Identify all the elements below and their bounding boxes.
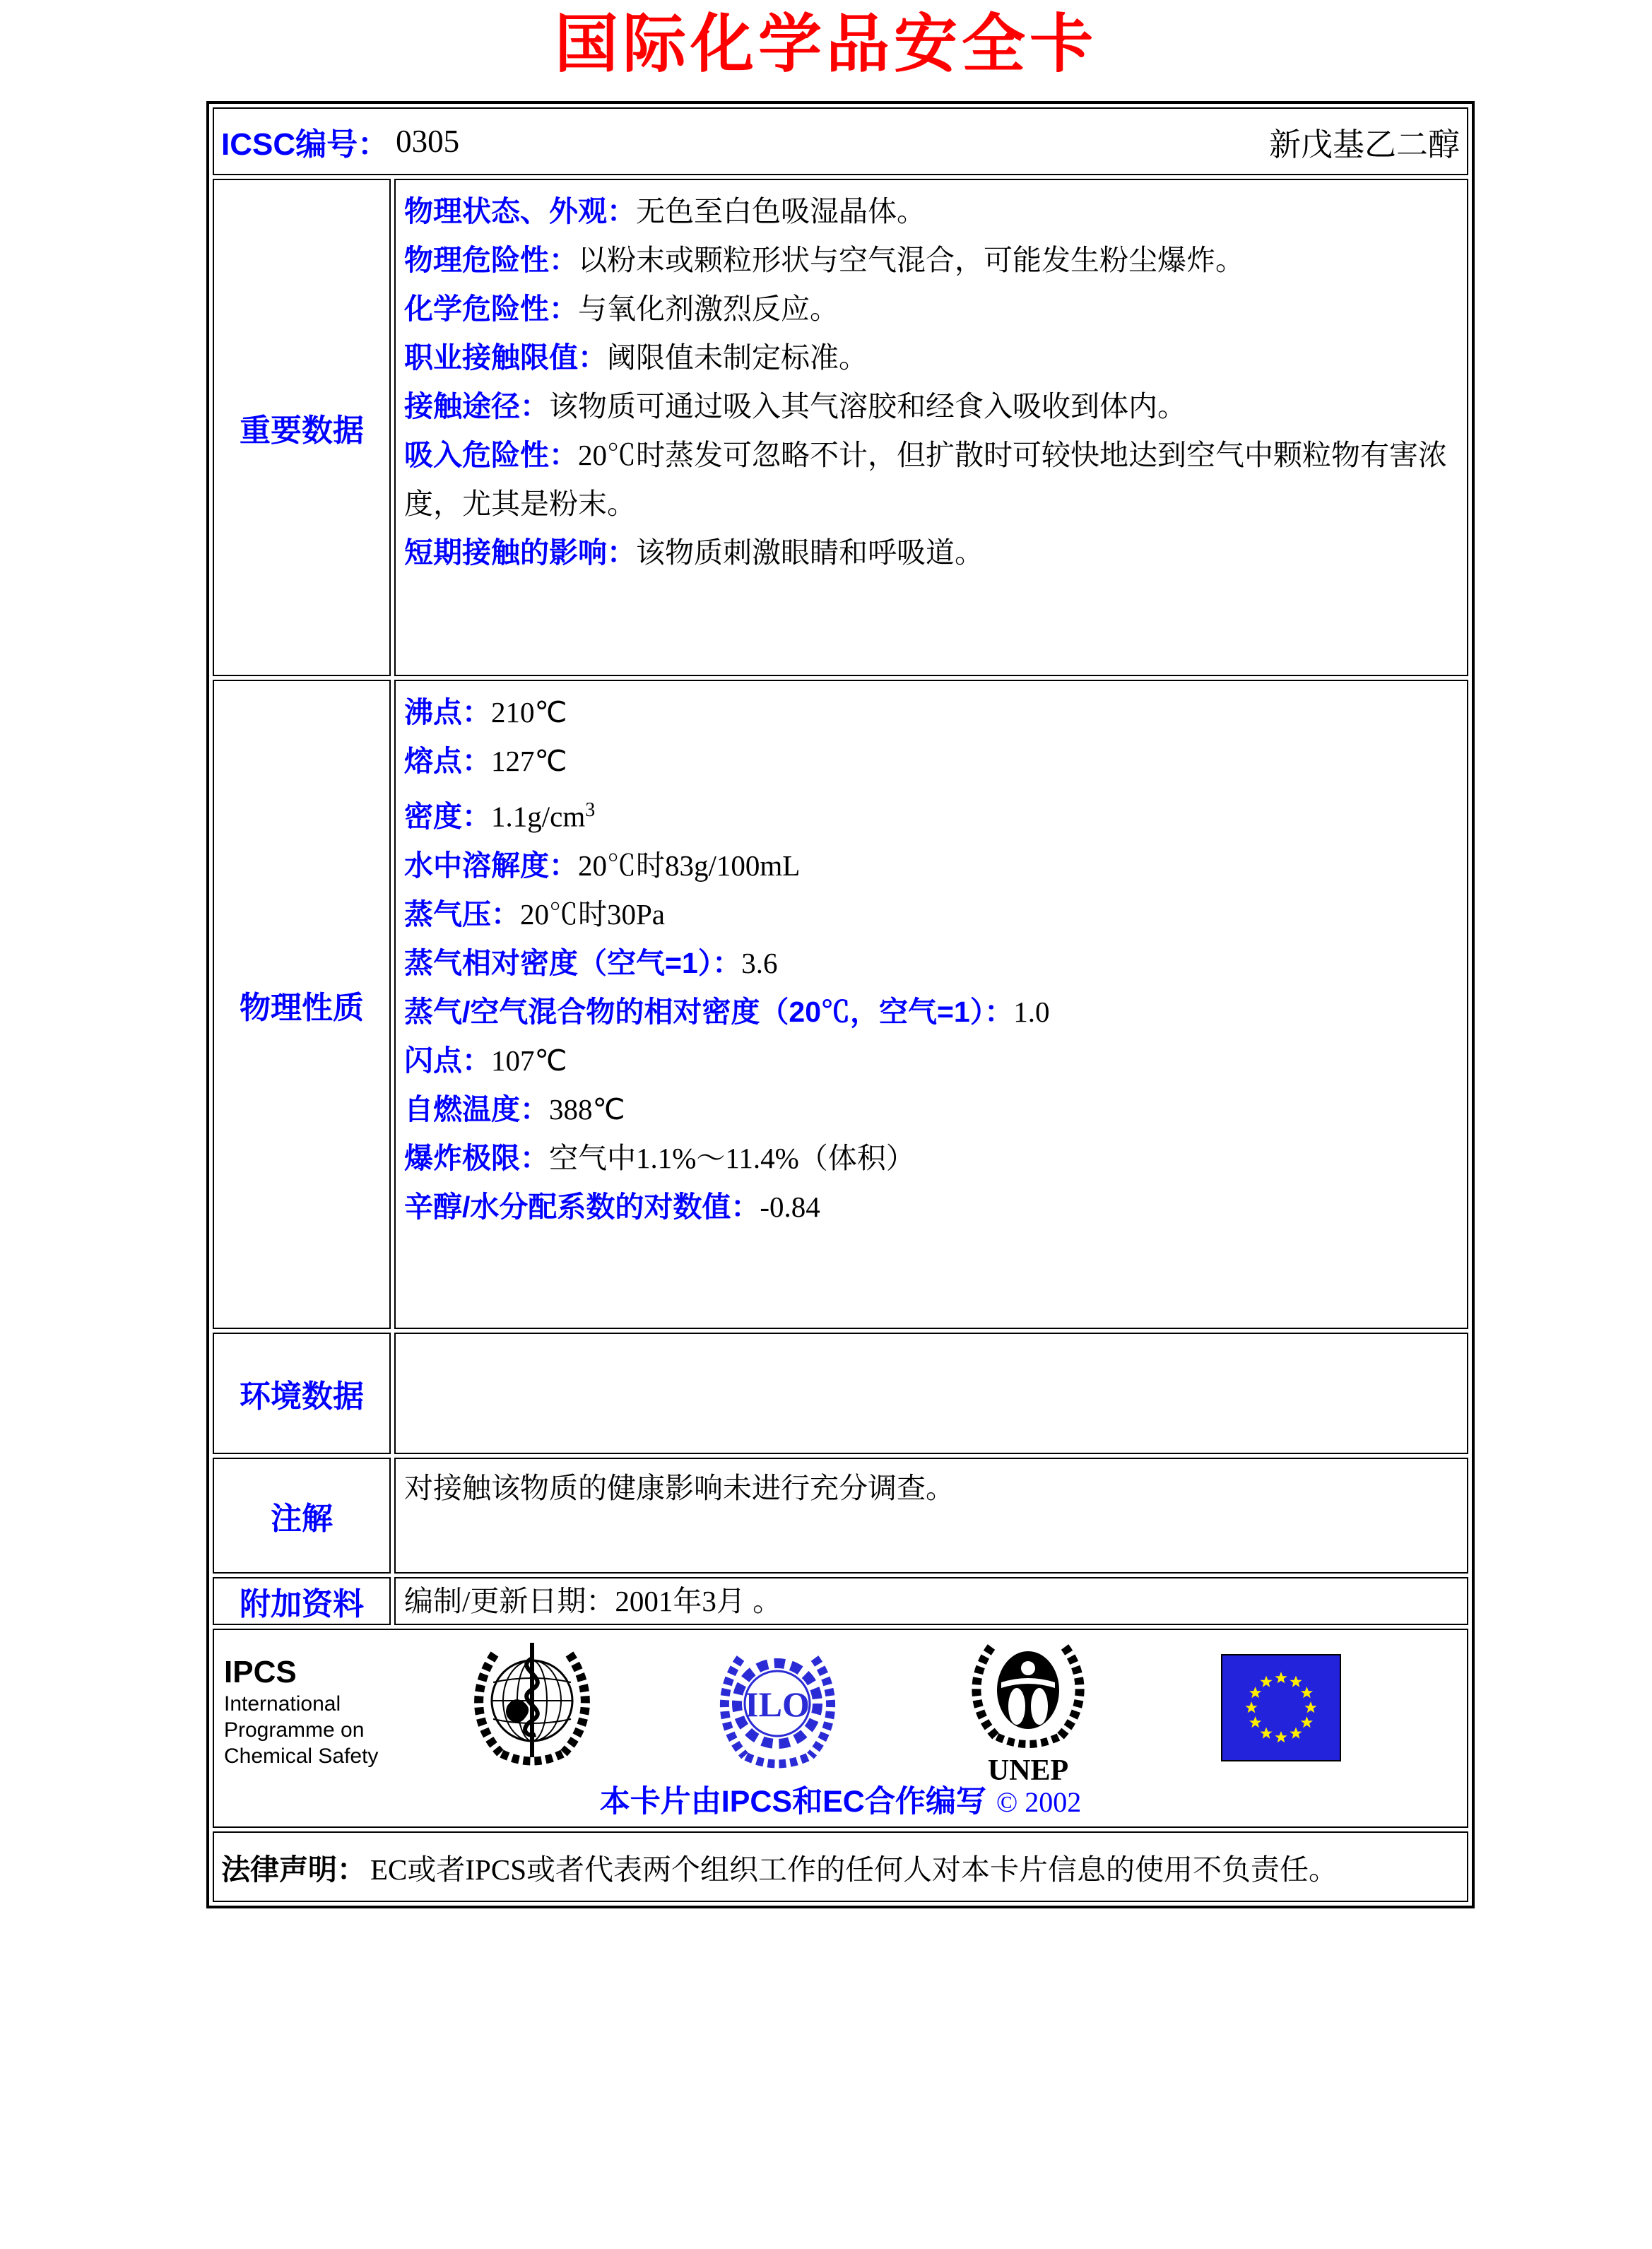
legal-content bbox=[214, 1833, 1467, 1901]
property-item bbox=[404, 1183, 1458, 1232]
copyright-text: © 2002 bbox=[996, 1786, 1082, 1818]
property-item bbox=[404, 737, 1458, 786]
unep-logo-icon bbox=[964, 1637, 1092, 1785]
unep-label: UNEP bbox=[987, 1754, 1069, 1785]
field-value: 20℃时30Pa bbox=[520, 897, 665, 931]
field-value: 以粉末或颗粒形状与空气混合，可能发生粉尘爆炸。 bbox=[578, 244, 1244, 276]
additional-info-content-cell bbox=[394, 1577, 1468, 1625]
notes-row bbox=[213, 1458, 1468, 1574]
header-row bbox=[213, 107, 1468, 175]
field-label: 熔点： bbox=[404, 745, 491, 777]
important-data-item bbox=[404, 236, 1458, 285]
field-value: 1.0 bbox=[1013, 995, 1050, 1028]
environment-data-row bbox=[213, 1333, 1468, 1454]
physical-properties-content bbox=[396, 681, 1467, 1239]
additional-info-content bbox=[396, 1579, 1467, 1623]
physical-properties-content-cell bbox=[394, 680, 1468, 1329]
field-label: 辛醇/水分配系数的对数值： bbox=[404, 1190, 760, 1223]
environment-data-label-cell bbox=[213, 1333, 391, 1454]
important-data-row-label: 重要数据 bbox=[240, 413, 364, 448]
field-value: 空气中1.1%～11.4%（体积） bbox=[549, 1141, 915, 1174]
field-label: 职业接触限值： bbox=[404, 341, 607, 374]
field-value: 1.1g/cm bbox=[491, 800, 586, 833]
important-data-item bbox=[404, 285, 1458, 333]
who-logo-icon bbox=[465, 1639, 599, 1769]
field-label: 短期接触的影响： bbox=[404, 536, 636, 569]
superscript: 3 bbox=[585, 799, 596, 821]
property-item bbox=[404, 1134, 1458, 1183]
legal-text: EC或者IPCS或者代表两个组织工作的任何人对本卡片信息的使用不负责任。 bbox=[370, 1853, 1338, 1886]
field-value: 210℃ bbox=[491, 696, 567, 728]
field-value: 107℃ bbox=[491, 1044, 567, 1077]
notes-content: 对接触该物质的健康影响未进行充分调查。 bbox=[404, 1472, 955, 1504]
property-item bbox=[404, 1037, 1458, 1085]
important-data-content bbox=[396, 180, 1467, 584]
chemical-name: 新戊基乙二醇 bbox=[1268, 126, 1460, 163]
field-label: 蒸气/空气混合物的相对密度（20℃，空气=1）： bbox=[404, 995, 1014, 1028]
property-item bbox=[404, 688, 1458, 737]
notes-label-cell bbox=[213, 1458, 391, 1574]
field-value: 388℃ bbox=[549, 1092, 625, 1126]
environment-data-content bbox=[396, 1334, 1467, 1348]
field-label: 接触途径： bbox=[404, 390, 549, 423]
property-item bbox=[404, 842, 1458, 890]
ilo-letters: ILO bbox=[745, 1684, 810, 1724]
eu-flag-icon bbox=[1221, 1654, 1341, 1761]
icsc-number-label: ICSC编号： bbox=[221, 127, 389, 162]
important-data-label-cell bbox=[213, 179, 391, 676]
environment-data-content-cell bbox=[394, 1333, 1468, 1454]
physical-properties-row-label: 物理性质 bbox=[240, 990, 364, 1025]
physical-properties-label-cell bbox=[213, 680, 391, 1329]
field-label: 自燃温度： bbox=[404, 1092, 549, 1126]
field-value: 该物质可通过吸入其气溶胶和经食入吸收到体内。 bbox=[549, 390, 1186, 423]
field-value: 3.6 bbox=[741, 946, 778, 979]
legal-cell bbox=[213, 1831, 1468, 1902]
field-label: 爆炸极限： bbox=[404, 1141, 549, 1174]
important-data-row bbox=[213, 179, 1468, 676]
important-data-item bbox=[404, 333, 1458, 382]
additional-info-label-cell bbox=[213, 1577, 391, 1625]
field-value: 20℃时蒸发可忽略不计，但扩散时可较快地达到空气中颗粒物有害浓度，尤其是粉末。 bbox=[404, 439, 1447, 520]
ilo-logo-icon bbox=[712, 1646, 843, 1771]
field-label: 物理状态、外观： bbox=[404, 195, 636, 228]
field-label: 蒸气相对密度（空气=1）： bbox=[404, 946, 742, 979]
important-data-item bbox=[404, 187, 1458, 236]
property-item bbox=[404, 988, 1458, 1037]
physical-properties-row bbox=[213, 680, 1468, 1329]
field-value: 阈限值未制定标准。 bbox=[607, 341, 868, 374]
environment-data-row-label: 环境数据 bbox=[240, 1379, 364, 1414]
important-data-item bbox=[404, 529, 1458, 577]
field-label: 密度： bbox=[404, 800, 491, 833]
important-data-item bbox=[404, 431, 1458, 529]
field-value: 20℃时83g/100mL bbox=[578, 849, 801, 882]
ipcs-subtitle-line: Chemical Safety bbox=[224, 1745, 379, 1768]
footer-row bbox=[213, 1629, 1468, 1828]
field-value: 无色至白色吸湿晶体。 bbox=[636, 195, 926, 228]
icsc-number-value: 0305 bbox=[396, 124, 460, 159]
header-cell bbox=[213, 107, 1468, 175]
field-value: 与氧化剂激烈反应。 bbox=[578, 293, 839, 325]
ipcs-text-block bbox=[224, 1654, 378, 1769]
property-item bbox=[404, 1085, 1458, 1134]
notes-content-cell bbox=[394, 1458, 1468, 1574]
page-title: 国际化学品安全卡 bbox=[555, 6, 1097, 81]
field-value: 该物质刺激眼睛和呼吸道。 bbox=[636, 536, 984, 569]
field-label: 水中溶解度： bbox=[404, 849, 578, 882]
field-value: -0.84 bbox=[760, 1190, 820, 1223]
important-data-content-cell bbox=[394, 179, 1468, 676]
additional-info-row bbox=[213, 1577, 1468, 1625]
additional-info-row-label: 附加资料 bbox=[240, 1587, 364, 1622]
field-label: 化学危险性： bbox=[404, 293, 578, 325]
update-date-value: 2001年3月 。 bbox=[615, 1585, 782, 1617]
icsc-card-table bbox=[206, 101, 1475, 1908]
update-date-label: 编制/更新日期： bbox=[404, 1585, 615, 1617]
legal-label: 法律声明： bbox=[221, 1853, 366, 1886]
property-item bbox=[404, 786, 1458, 842]
tagline bbox=[214, 1778, 1467, 1821]
field-label: 闪点： bbox=[404, 1044, 491, 1077]
legal-row bbox=[213, 1831, 1468, 1902]
property-item bbox=[404, 939, 1458, 988]
field-value: 127℃ bbox=[491, 745, 567, 777]
field-label: 物理危险性： bbox=[404, 244, 578, 276]
field-label: 沸点： bbox=[404, 696, 491, 728]
header-content bbox=[214, 109, 1467, 174]
tagline-text: 本卡片由IPCS和EC合作编写 bbox=[599, 1785, 986, 1819]
notes-row-label: 注解 bbox=[271, 1501, 333, 1536]
field-label: 蒸气压： bbox=[404, 897, 520, 931]
important-data-item bbox=[404, 382, 1458, 431]
footer-cell bbox=[213, 1629, 1468, 1828]
ipcs-subtitle-line: Programme on bbox=[224, 1718, 365, 1742]
ipcs-subtitle-line: International bbox=[224, 1692, 341, 1716]
property-item bbox=[404, 890, 1458, 939]
ipcs-title: IPCS bbox=[224, 1655, 297, 1689]
field-label: 吸入危险性： bbox=[404, 439, 578, 471]
footer-content bbox=[214, 1630, 1467, 1826]
